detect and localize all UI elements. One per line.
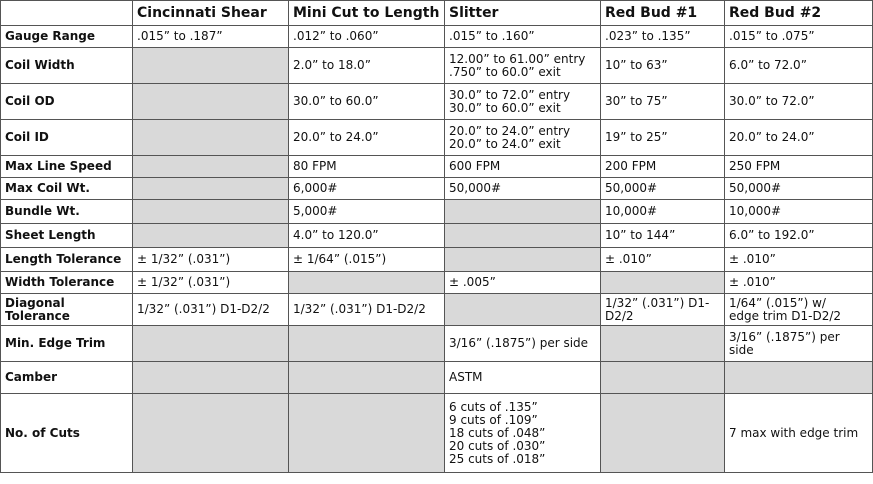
row-label xyxy=(1,394,133,473)
cell-line: Min. Edge Trim xyxy=(5,336,106,350)
spec-cell-red-bud-1 xyxy=(601,120,725,156)
cell-line: 1/64” (.015”) w/ xyxy=(729,295,826,310)
spec-cell-mini-cut-to-length xyxy=(289,294,445,326)
row-label xyxy=(1,178,133,200)
spec-cell-slitter xyxy=(445,48,601,84)
spec-cell-red-bud-2 xyxy=(725,272,873,294)
cell-line: 2.0” to 18.0” xyxy=(293,58,371,72)
table-row xyxy=(1,272,873,294)
spec-cell-slitter xyxy=(445,84,601,120)
cell-line: 5,000# xyxy=(293,204,338,218)
cell-line: 10,000# xyxy=(605,204,658,218)
spec-cell-red-bud-1 xyxy=(601,156,725,178)
spec-cell-mini-cut-to-length xyxy=(289,200,445,224)
cell-line: ± .005” xyxy=(449,275,496,289)
cell-line: 1/32” (.031”) D1-D2/2 xyxy=(293,302,426,316)
spec-cell-slitter xyxy=(445,156,601,178)
table-row xyxy=(1,326,873,362)
cell-line: edge trim D1-D2/2 xyxy=(729,308,842,323)
spec-cell-cincinnati-shear xyxy=(133,326,289,362)
cell-line: 30.0” to 60.0” exit xyxy=(449,100,561,115)
cell-line: 3/16” (.1875”) per side xyxy=(449,336,589,350)
cell-line: Sheet Length xyxy=(5,228,96,242)
spec-cell-red-bud-2 xyxy=(725,200,873,224)
cell-line: 10,000# xyxy=(729,204,782,218)
cell-line: 250 FPM xyxy=(729,159,781,173)
cell-line: 25 cuts of .018” xyxy=(449,451,546,466)
spec-cell-red-bud-1 xyxy=(601,272,725,294)
spec-cell-mini-cut-to-length xyxy=(289,48,445,84)
cell-line: 30” to 75” xyxy=(605,94,668,108)
spec-cell-red-bud-1 xyxy=(601,294,725,326)
cell-line: Camber xyxy=(5,370,58,384)
column-header-cincinnati-shear: Cincinnati Shear xyxy=(133,1,289,26)
spec-cell-slitter xyxy=(445,120,601,156)
cell-line: D2/2 xyxy=(605,308,634,323)
spec-cell-red-bud-2 xyxy=(725,120,873,156)
spec-cell-red-bud-1 xyxy=(601,224,725,248)
spec-cell-red-bud-2 xyxy=(725,224,873,248)
cell-line: 9 cuts of .109” xyxy=(449,412,538,427)
cell-line: Width Tolerance xyxy=(5,275,115,289)
cell-line: 1/32” (.031”) D1- xyxy=(605,295,710,310)
spec-cell-red-bud-2 xyxy=(725,84,873,120)
cell-line: 50,000# xyxy=(605,181,658,195)
table-row xyxy=(1,248,873,272)
spec-cell-cincinnati-shear xyxy=(133,200,289,224)
spec-cell-red-bud-2 xyxy=(725,248,873,272)
cell-line: Gauge Range xyxy=(5,29,96,43)
column-header-slitter: Slitter xyxy=(445,1,601,26)
spec-cell-cincinnati-shear xyxy=(133,120,289,156)
cell-line: 30.0” to 60.0” xyxy=(293,94,379,108)
spec-cell-red-bud-1 xyxy=(601,394,725,473)
table-row xyxy=(1,156,873,178)
spec-cell-slitter xyxy=(445,272,601,294)
cell-line: 7 max with edge trim xyxy=(729,425,859,440)
cell-line: 30.0” to 72.0” xyxy=(729,94,815,108)
table-row xyxy=(1,48,873,84)
spec-cell-mini-cut-to-length xyxy=(289,84,445,120)
cell-line: ± .010” xyxy=(605,252,652,266)
cell-line: 6 cuts of .135” xyxy=(449,399,538,414)
row-label xyxy=(1,248,133,272)
spec-cell-slitter xyxy=(445,294,601,326)
cell-line: ASTM xyxy=(449,370,483,384)
table-row xyxy=(1,26,873,48)
spec-cell-cincinnati-shear xyxy=(133,362,289,394)
cell-line: 19” to 25” xyxy=(605,130,668,144)
column-header-mini-cut-to-length: Mini Cut to Length xyxy=(289,1,445,26)
spec-cell-mini-cut-to-length xyxy=(289,394,445,473)
cell-line: 10” to 144” xyxy=(605,228,676,242)
spec-cell-red-bud-2 xyxy=(725,48,873,84)
row-label xyxy=(1,26,133,48)
spec-cell-red-bud-2 xyxy=(725,362,873,394)
cell-line: 20.0” to 24.0” xyxy=(293,130,379,144)
spec-cell-cincinnati-shear xyxy=(133,294,289,326)
header-corner xyxy=(1,1,133,26)
cell-line: .012” to .060” xyxy=(293,29,379,43)
spec-cell-cincinnati-shear xyxy=(133,248,289,272)
cell-line: 12.00” to 61.00” entry xyxy=(449,51,586,66)
spec-cell-slitter xyxy=(445,224,601,248)
cell-line: ± .010” xyxy=(729,252,776,266)
row-label xyxy=(1,294,133,326)
spec-cell-cincinnati-shear xyxy=(133,224,289,248)
spec-cell-cincinnati-shear xyxy=(133,48,289,84)
column-header-red-bud-1: Red Bud #1 xyxy=(601,1,725,26)
cell-line: 600 FPM xyxy=(449,159,501,173)
spec-cell-cincinnati-shear xyxy=(133,26,289,48)
cell-line: Coil OD xyxy=(5,94,55,108)
cell-line: side xyxy=(729,342,754,357)
cell-line: ± 1/32” (.031”) xyxy=(137,275,231,289)
row-label xyxy=(1,200,133,224)
spec-cell-red-bud-2 xyxy=(725,394,873,473)
cell-line: 20.0” to 24.0” entry xyxy=(449,123,571,138)
cell-line: Coil ID xyxy=(5,130,49,144)
cell-line: No. of Cuts xyxy=(5,425,80,440)
row-label xyxy=(1,156,133,178)
spec-cell-slitter xyxy=(445,362,601,394)
spec-cell-mini-cut-to-length xyxy=(289,156,445,178)
cell-line: .023” to .135” xyxy=(605,29,691,43)
spec-cell-slitter xyxy=(445,178,601,200)
cell-line: 3/16” (.1875”) per xyxy=(729,329,840,344)
spec-cell-red-bud-2 xyxy=(725,178,873,200)
cell-line: 20 cuts of .030” xyxy=(449,438,546,453)
cell-line: 4.0” to 120.0” xyxy=(293,228,379,242)
table-row xyxy=(1,362,873,394)
table-row xyxy=(1,394,873,473)
spec-cell-slitter xyxy=(445,200,601,224)
cell-line: .750” to 60.0” exit xyxy=(449,64,561,79)
spec-cell-red-bud-2 xyxy=(725,26,873,48)
cell-line: .015” to .160” xyxy=(449,29,535,43)
header-row xyxy=(1,1,873,26)
cell-line: ± 1/64” (.015”) xyxy=(293,252,387,266)
cell-line: 20.0” to 24.0” exit xyxy=(449,136,561,151)
row-label xyxy=(1,48,133,84)
cell-line: 6.0” to 192.0” xyxy=(729,228,815,242)
table-row xyxy=(1,224,873,248)
spec-cell-slitter xyxy=(445,26,601,48)
row-label xyxy=(1,84,133,120)
spec-cell-red-bud-1 xyxy=(601,178,725,200)
row-label xyxy=(1,224,133,248)
table-row xyxy=(1,200,873,224)
spec-cell-slitter xyxy=(445,248,601,272)
cell-line: .015” to .075” xyxy=(729,29,815,43)
spec-cell-slitter xyxy=(445,326,601,362)
cell-line: ± 1/32” (.031”) xyxy=(137,252,231,266)
spec-cell-red-bud-2 xyxy=(725,156,873,178)
cell-line: Length Tolerance xyxy=(5,252,122,266)
spec-cell-mini-cut-to-length xyxy=(289,362,445,394)
table-row xyxy=(1,120,873,156)
spec-cell-mini-cut-to-length xyxy=(289,178,445,200)
cell-line: 1/32” (.031”) D1-D2/2 xyxy=(137,302,270,316)
column-header-red-bud-2: Red Bud #2 xyxy=(725,1,873,26)
spec-cell-red-bud-1 xyxy=(601,362,725,394)
cell-line: Max Coil Wt. xyxy=(5,181,90,195)
spec-cell-red-bud-1 xyxy=(601,84,725,120)
spec-cell-cincinnati-shear xyxy=(133,178,289,200)
cell-line: 20.0” to 24.0” xyxy=(729,130,815,144)
spec-cell-cincinnati-shear xyxy=(133,84,289,120)
spec-cell-red-bud-1 xyxy=(601,48,725,84)
spec-cell-slitter xyxy=(445,394,601,473)
cell-line: 200 FPM xyxy=(605,159,657,173)
cell-line: Coil Width xyxy=(5,58,75,72)
cell-line: ± .010” xyxy=(729,275,776,289)
spec-cell-red-bud-1 xyxy=(601,200,725,224)
spec-cell-red-bud-1 xyxy=(601,26,725,48)
cell-line: 6.0” to 72.0” xyxy=(729,58,807,72)
row-label xyxy=(1,326,133,362)
spec-cell-mini-cut-to-length xyxy=(289,326,445,362)
spec-cell-mini-cut-to-length xyxy=(289,248,445,272)
table-row xyxy=(1,178,873,200)
cell-line: 18 cuts of .048” xyxy=(449,425,546,440)
table-row xyxy=(1,84,873,120)
spec-cell-red-bud-1 xyxy=(601,326,725,362)
spec-cell-mini-cut-to-length xyxy=(289,26,445,48)
row-label xyxy=(1,362,133,394)
cell-line: 30.0” to 72.0” entry xyxy=(449,87,571,102)
cell-line: 50,000# xyxy=(729,181,782,195)
table-row xyxy=(1,294,873,326)
cell-line: 80 FPM xyxy=(293,159,337,173)
cell-line: Tolerance xyxy=(5,308,70,323)
row-label xyxy=(1,120,133,156)
table-body xyxy=(1,1,873,473)
spec-cell-red-bud-2 xyxy=(725,294,873,326)
cell-line: 6,000# xyxy=(293,181,338,195)
spec-cell-mini-cut-to-length xyxy=(289,120,445,156)
row-label xyxy=(1,272,133,294)
cell-line: 10” to 63” xyxy=(605,58,668,72)
spec-cell-red-bud-1 xyxy=(601,248,725,272)
cell-line: .015” to .187” xyxy=(137,29,223,43)
cell-line: 50,000# xyxy=(449,181,502,195)
spec-cell-mini-cut-to-length xyxy=(289,272,445,294)
spec-cell-cincinnati-shear xyxy=(133,156,289,178)
cell-line: Max Line Speed xyxy=(5,159,112,173)
cell-line: Bundle Wt. xyxy=(5,204,80,218)
spec-cell-mini-cut-to-length xyxy=(289,224,445,248)
spec-cell-red-bud-2 xyxy=(725,326,873,362)
spec-cell-cincinnati-shear xyxy=(133,272,289,294)
cell-line: Diagonal xyxy=(5,295,65,310)
spec-cell-cincinnati-shear xyxy=(133,394,289,473)
